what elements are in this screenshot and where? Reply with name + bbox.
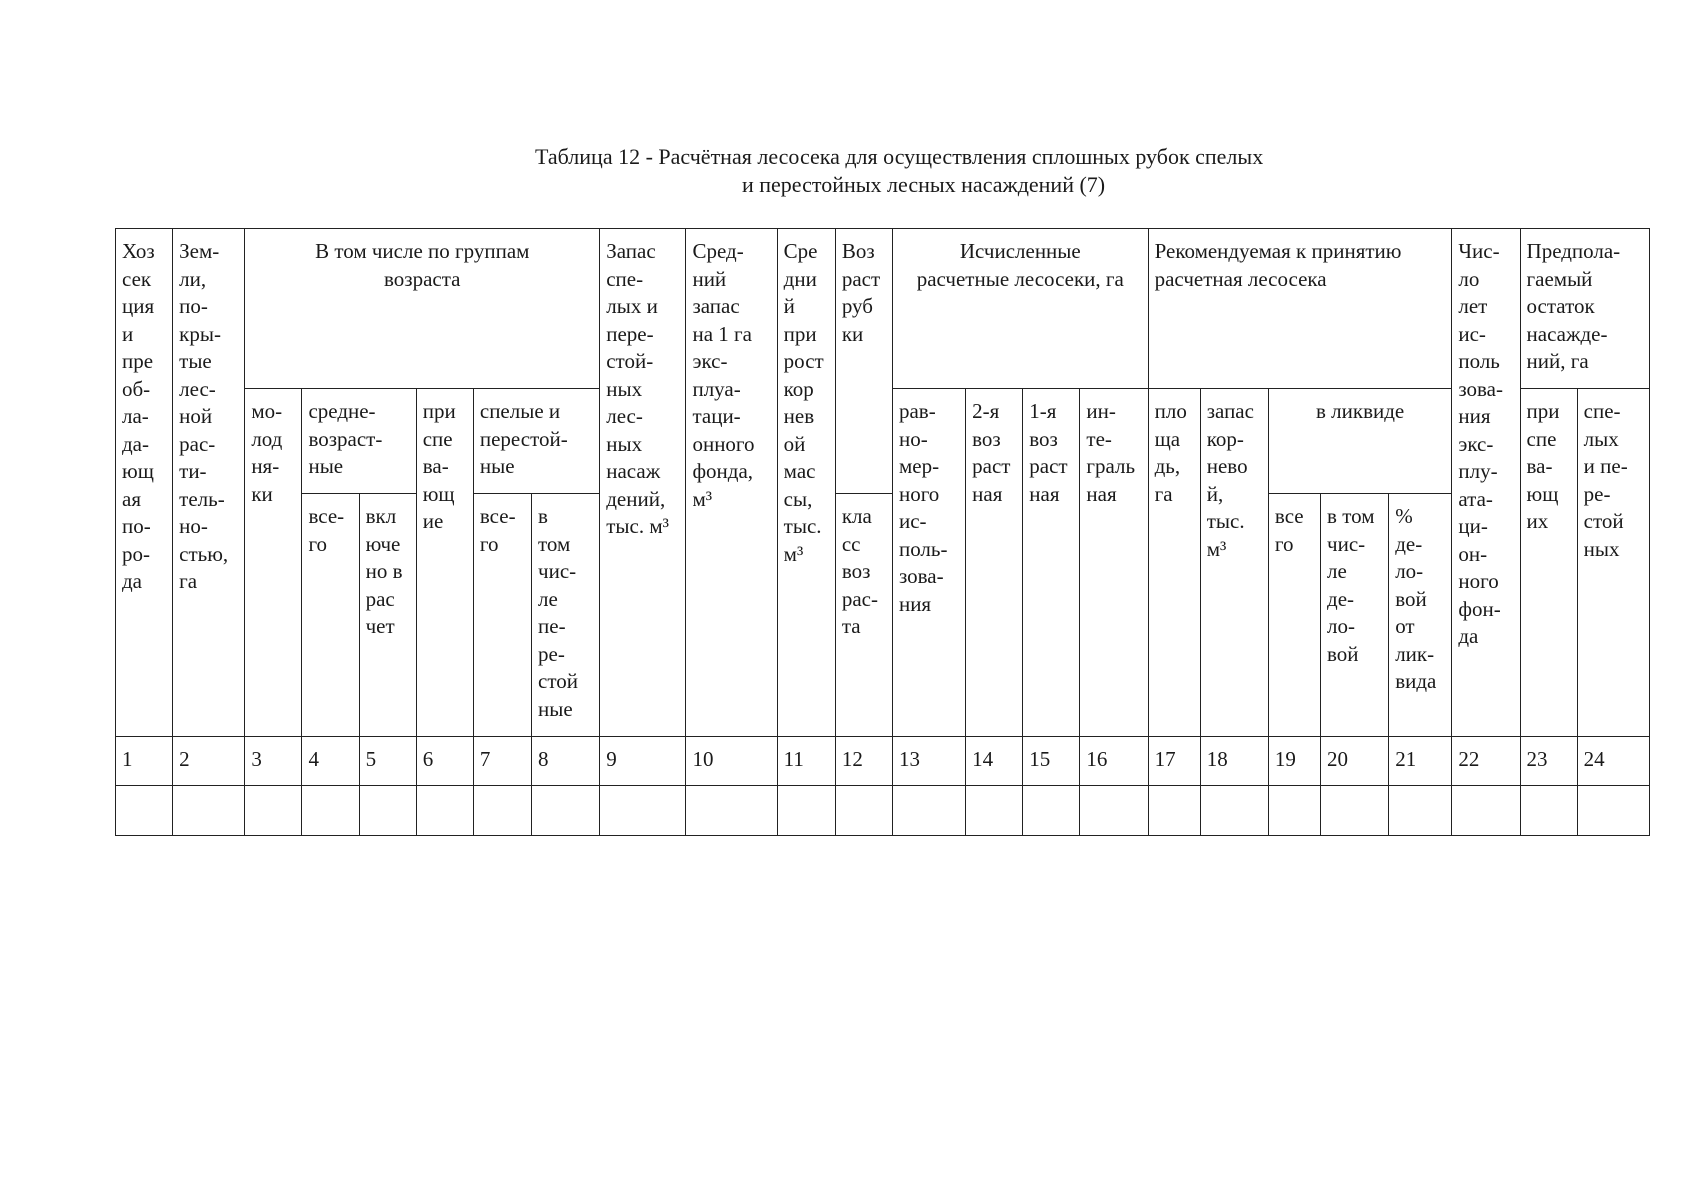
header-root-stock: запас кор- нево й, тыс. м³	[1200, 389, 1268, 737]
column-number: 14	[966, 737, 1023, 786]
column-number: 2	[173, 737, 245, 786]
column-number: 9	[600, 737, 686, 786]
empty-cell	[473, 786, 531, 836]
header-area: пло ща дь, га	[1148, 389, 1200, 737]
header-average-stock-per-ha: Сред- ний запас на 1 га экс- плуа- таци- онного фонда, м³	[686, 229, 777, 737]
empty-cell	[1268, 786, 1320, 836]
header-mature-stock: Запас спе- лых и пере- стой- ных лес- ных насаж дений, тыс. м³	[600, 229, 686, 737]
column-number: 17	[1148, 737, 1200, 786]
column-number: 13	[892, 737, 965, 786]
header-overmature: в том чис- ле пе- ре- стой ные	[532, 494, 600, 737]
column-number: 23	[1520, 737, 1577, 786]
column-number: 24	[1577, 737, 1649, 786]
header-forest-land-area: Зем- ли, по- кры- тые лес- ной рас- ти- тель- но- стью, га	[173, 229, 245, 737]
empty-cell	[173, 786, 245, 836]
column-number: 4	[302, 737, 359, 786]
empty-cell	[686, 786, 777, 836]
header-average-increment: Сре дни й при рост кор нев ой мас сы, тыс. м³	[777, 229, 835, 737]
header-age-class: кла сс воз рас- та	[835, 494, 892, 737]
empty-cell	[302, 786, 359, 836]
header-middle-aged-total: все- го	[302, 494, 359, 737]
empty-cell	[1080, 786, 1148, 836]
empty-cell	[1389, 786, 1452, 836]
header-mature-total: все- го	[473, 494, 531, 737]
header-cutting-age: Воз раст руб ки	[835, 229, 892, 494]
header-mature-overmature: спелые и перестой- ные	[473, 389, 599, 494]
empty-cell	[966, 786, 1023, 836]
header-liquid-business: в том чис- ле де- ло- вой	[1321, 494, 1389, 737]
header-second-age: 2-я воз раст ная	[966, 389, 1023, 737]
header-remainder-maturing: при спе ва- ющ их	[1520, 389, 1577, 737]
empty-cell	[835, 786, 892, 836]
column-number: 6	[416, 737, 473, 786]
header-age-groups: В том числе по группам возраста	[245, 229, 600, 389]
column-number: 19	[1268, 737, 1320, 786]
column-number: 21	[1389, 737, 1452, 786]
column-number: 20	[1321, 737, 1389, 786]
empty-cell	[1577, 786, 1649, 836]
column-number: 7	[473, 737, 531, 786]
allowable-cut-table	[115, 228, 1650, 836]
caption-line-2: и перестойных лесных насаждений (7)	[742, 172, 1106, 197]
header-years-of-use: Чис- ло лет ис- поль зова- ния экс- плу- ата- ци- он- ного фон- да	[1452, 229, 1520, 737]
empty-cell	[892, 786, 965, 836]
header-middle-aged: средне- возраст- ные	[302, 389, 416, 494]
column-number: 1	[116, 737, 173, 786]
header-middle-aged-included: вкл юче но в рас чет	[359, 494, 416, 737]
empty-cell	[116, 786, 173, 836]
empty-cell	[1321, 786, 1389, 836]
header-uniform-use: рав- но- мер- ного ис- поль- зова- ния	[892, 389, 965, 737]
empty-cell	[777, 786, 835, 836]
header-young-stands: мо- лод ня- ки	[245, 389, 302, 737]
column-number: 5	[359, 737, 416, 786]
header-economic-section: Хоз сек ция и пре об- ла- да- ющ ая по- ро- да	[116, 229, 173, 737]
header-recommended-cut: Рекомендуемая к принятию расчетная лесосека	[1148, 229, 1452, 389]
header-liquid-business-percent: % де- ло- вой от лик- вида	[1389, 494, 1452, 737]
header-remainder-mature: спе- лых и пе- ре- стой ных	[1577, 389, 1649, 737]
header-liquid-total: все го	[1268, 494, 1320, 737]
empty-cell	[1023, 786, 1080, 836]
empty-cell	[359, 786, 416, 836]
header-maturing: при спе ва- ющ ие	[416, 389, 473, 737]
column-number: 18	[1200, 737, 1268, 786]
column-number: 16	[1080, 737, 1148, 786]
empty-cell	[245, 786, 302, 836]
column-number-row	[116, 737, 1650, 786]
header-first-age: 1-я воз раст ная	[1023, 389, 1080, 737]
empty-data-row	[116, 786, 1650, 836]
empty-cell	[532, 786, 600, 836]
caption-line-1: Таблица 12 - Расчётная лесосека для осуществления сплошных рубок спелых	[535, 144, 1264, 169]
column-number: 22	[1452, 737, 1520, 786]
column-number: 8	[532, 737, 600, 786]
empty-cell	[1452, 786, 1520, 836]
empty-cell	[1200, 786, 1268, 836]
header-in-liquid: в ликвиде	[1268, 389, 1451, 494]
empty-cell	[1148, 786, 1200, 836]
column-number: 12	[835, 737, 892, 786]
empty-cell	[416, 786, 473, 836]
header-calculated-cuts: Исчисленные расчетные лесосеки, га	[892, 229, 1148, 389]
column-number: 10	[686, 737, 777, 786]
header-expected-remainder: Предпола- гаемый остаток насажде- ний, га	[1520, 229, 1649, 389]
header-integral: ин- те- граль ная	[1080, 389, 1148, 737]
column-number: 3	[245, 737, 302, 786]
empty-cell	[1520, 786, 1577, 836]
empty-cell	[600, 786, 686, 836]
column-number: 15	[1023, 737, 1080, 786]
column-number: 11	[777, 737, 835, 786]
